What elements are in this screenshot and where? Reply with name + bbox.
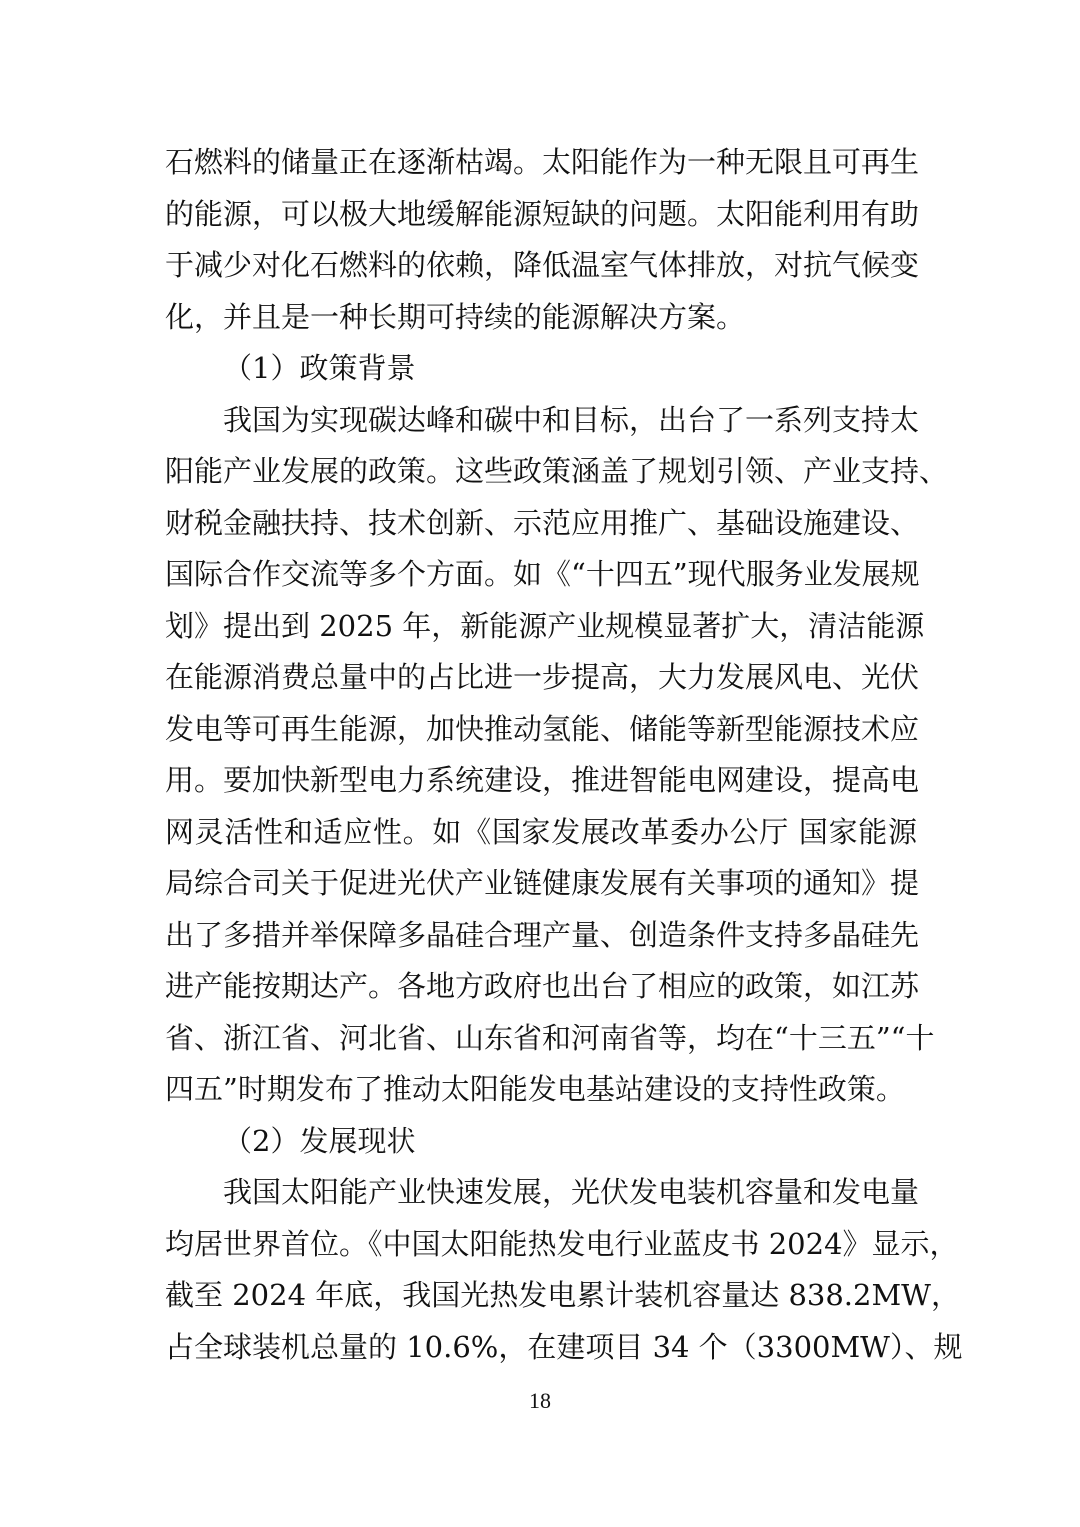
text-line: 占全球装机总量的 10.6%，在建项目 34 个（3300MW）、规	[165, 1329, 963, 1364]
section-heading-policy-background: （1）政策背景	[223, 351, 416, 385]
page-number: 18	[529, 1388, 551, 1413]
text-line: 出了多措并举保障多晶硅合理产量、创造条件支持多晶硅先	[165, 917, 920, 952]
text-line: 截至 2024 年底，我国光热发电累计装机容量达 838.2MW，	[165, 1278, 960, 1312]
text-line: 财税金融扶持、技术创新、示范应用推广、基础设施建设、	[165, 505, 920, 540]
text-line: 用。要加快新型电力系统建设，推进智能电网建设，提高电	[165, 763, 920, 797]
text-line: 我国太阳能产业快速发展，光伏发电装机容量和发电量	[223, 1175, 920, 1209]
text-line: 四五”时期发布了推动太阳能发电基站建设的支持性政策。	[165, 1072, 905, 1106]
text-line: 省、浙江省、河北省、山东省和河南省等，均在“十三五”“十	[165, 1020, 935, 1055]
text-line: 网灵活性和适应性。如《国家发展改革委办公厅 国家能源	[165, 814, 917, 849]
body-text	[165, 137, 963, 1373]
section-heading-development-status: （2）发展现状	[223, 1123, 416, 1158]
text-line: 进产能按期达产。各地方政府也出台了相应的政策，如江苏	[165, 969, 920, 1003]
text-line: 局综合司关于促进光伏产业链健康发展有关事项的通知》提	[165, 866, 920, 900]
text-line: 化，并且是一种长期可持续的能源解决方案。	[165, 299, 746, 334]
text-line: 划》提出到 2025 年，新能源产业规模显著扩大，清洁能源	[165, 608, 925, 643]
text-line: 的能源，可以极大地缓解能源短缺的问题。太阳能利用有助	[165, 196, 920, 231]
text-line: 在能源消费总量中的占比进一步提高，大力发展风电、光伏	[165, 660, 920, 694]
text-line: 发电等可再生能源，加快推动氢能、储能等新型能源技术应	[165, 711, 920, 746]
text-line: 我国为实现碳达峰和碳中和目标，出台了一系列支持太	[223, 402, 920, 437]
text-line: 石燃料的储量正在逐渐枯竭。太阳能作为一种无限且可再生	[165, 145, 920, 179]
text-line: 均居世界首位。《中国太阳能热发电行业蓝皮书 2024》显示，	[165, 1226, 959, 1261]
text-line: 阳能产业发展的政策。这些政策涵盖了规划引领、产业支持、	[165, 454, 949, 488]
text-line: 国际合作交流等多个方面。如《“十四五”现代服务业发展规	[165, 557, 920, 591]
text-line: 于减少对化石燃料的依赖，降低温室气体排放，对抗气候变	[165, 248, 920, 282]
